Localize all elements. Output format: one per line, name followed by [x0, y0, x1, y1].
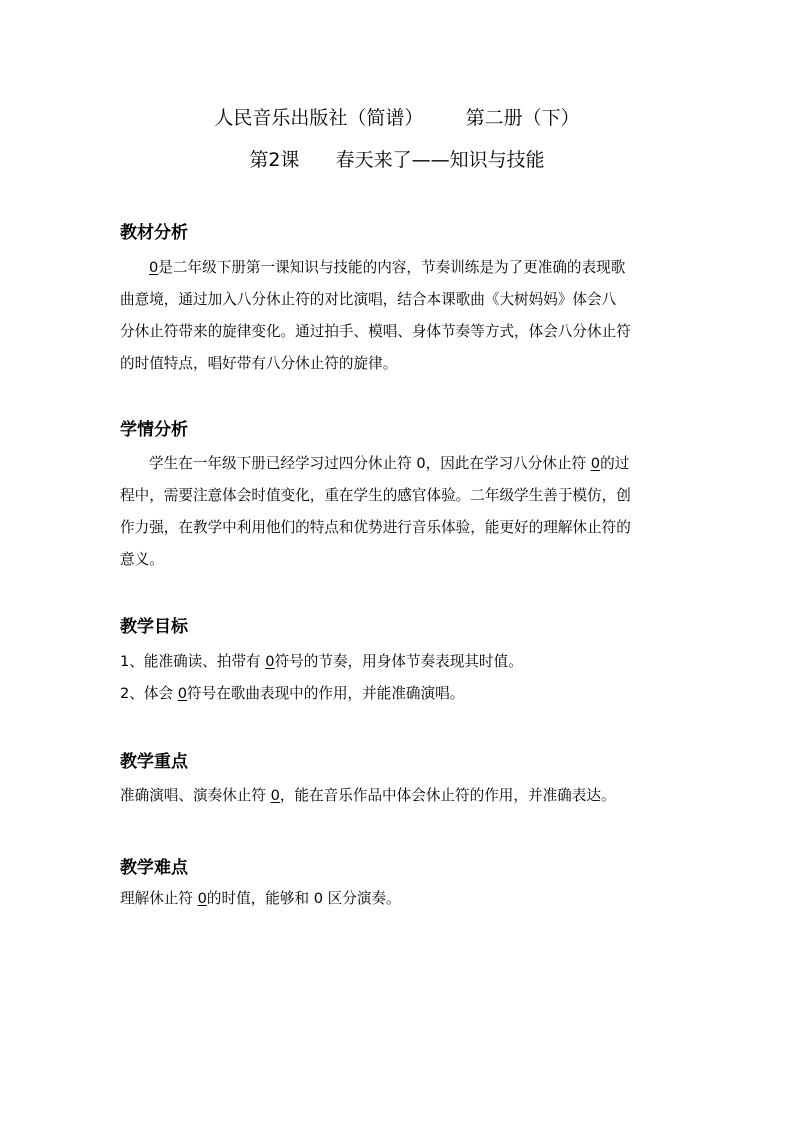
text-span: 准确演唱、演奏休止符	[120, 787, 271, 804]
lesson-title: 第2课 春天来了——知识与技能	[249, 149, 545, 171]
text-span: 2、体会	[120, 685, 178, 702]
text-line: 程中，需要注意体会时值变化，重在学生的感官体验。二年级学生善于模仿，创	[120, 487, 631, 504]
text-line: 分休止符带来的旋律变化。通过拍手、模唱、身体节奏等方式，体会八分休止符	[120, 323, 631, 340]
students-paragraph	[120, 448, 674, 576]
text-line	[120, 448, 674, 480]
analysis-paragraph	[120, 252, 674, 380]
section-heading-students: 学情分析	[120, 420, 188, 440]
difficulties-paragraph	[120, 883, 674, 915]
text-span: 1、能准确读、拍带有	[120, 653, 266, 670]
eighth-rest-symbol: 0	[590, 455, 601, 472]
section-heading-analysis: 教材分析	[120, 223, 188, 243]
text-span: 理解休止符	[120, 890, 198, 907]
eighth-rest-symbol: 0	[149, 259, 159, 276]
text-span: 符号在歌曲表现中的作用，并能准确演唱。	[187, 685, 465, 702]
text-line	[120, 883, 674, 915]
goals-list	[120, 646, 674, 710]
text-line	[120, 252, 674, 284]
text-line: 意义。	[120, 551, 164, 568]
text-span: 学生在一年级下册已经学习过四分休止符 0，因此在学习八分休止符	[149, 455, 591, 472]
document-title: 人民音乐出版社（简谱） 第二册（下）	[214, 107, 580, 129]
section-heading-difficulties: 教学难点	[120, 858, 188, 878]
eighth-rest-symbol: 0	[265, 653, 275, 670]
eighth-rest-symbol: 0	[197, 890, 207, 907]
eighth-rest-symbol: 0	[270, 787, 280, 804]
text-span: ，能在音乐作品中体会休止符的作用，并准确表达。	[279, 787, 616, 804]
text-line: 曲意境，通过加入八分休止符的对比演唱，结合本课歌曲《大树妈妈》体会八	[120, 291, 617, 308]
text-line	[120, 780, 674, 812]
section-heading-goals: 教学目标	[120, 617, 188, 637]
text-line: 的时值特点，唱好带有八分休止符的旋律。	[120, 355, 398, 372]
eighth-rest-symbol: 0	[177, 685, 188, 702]
text-line: 作力强，在教学中利用他们的特点和优势进行音乐体验，能更好的理解休止符的	[120, 519, 631, 536]
text-span: 符号的节奏，用身体节奏表现其时值。	[274, 653, 523, 670]
text-span: 的过	[600, 455, 630, 472]
goal-item	[120, 678, 674, 710]
key-points-paragraph	[120, 780, 674, 812]
text-span: 是二年级下册第一课知识与技能的内容，节奏训练是为了更准确的表现歌	[158, 259, 626, 276]
text-span: 的时值，能够和 0 区分演奏。	[206, 890, 401, 907]
goal-item	[120, 646, 674, 678]
section-heading-key-points: 教学重点	[120, 752, 188, 772]
